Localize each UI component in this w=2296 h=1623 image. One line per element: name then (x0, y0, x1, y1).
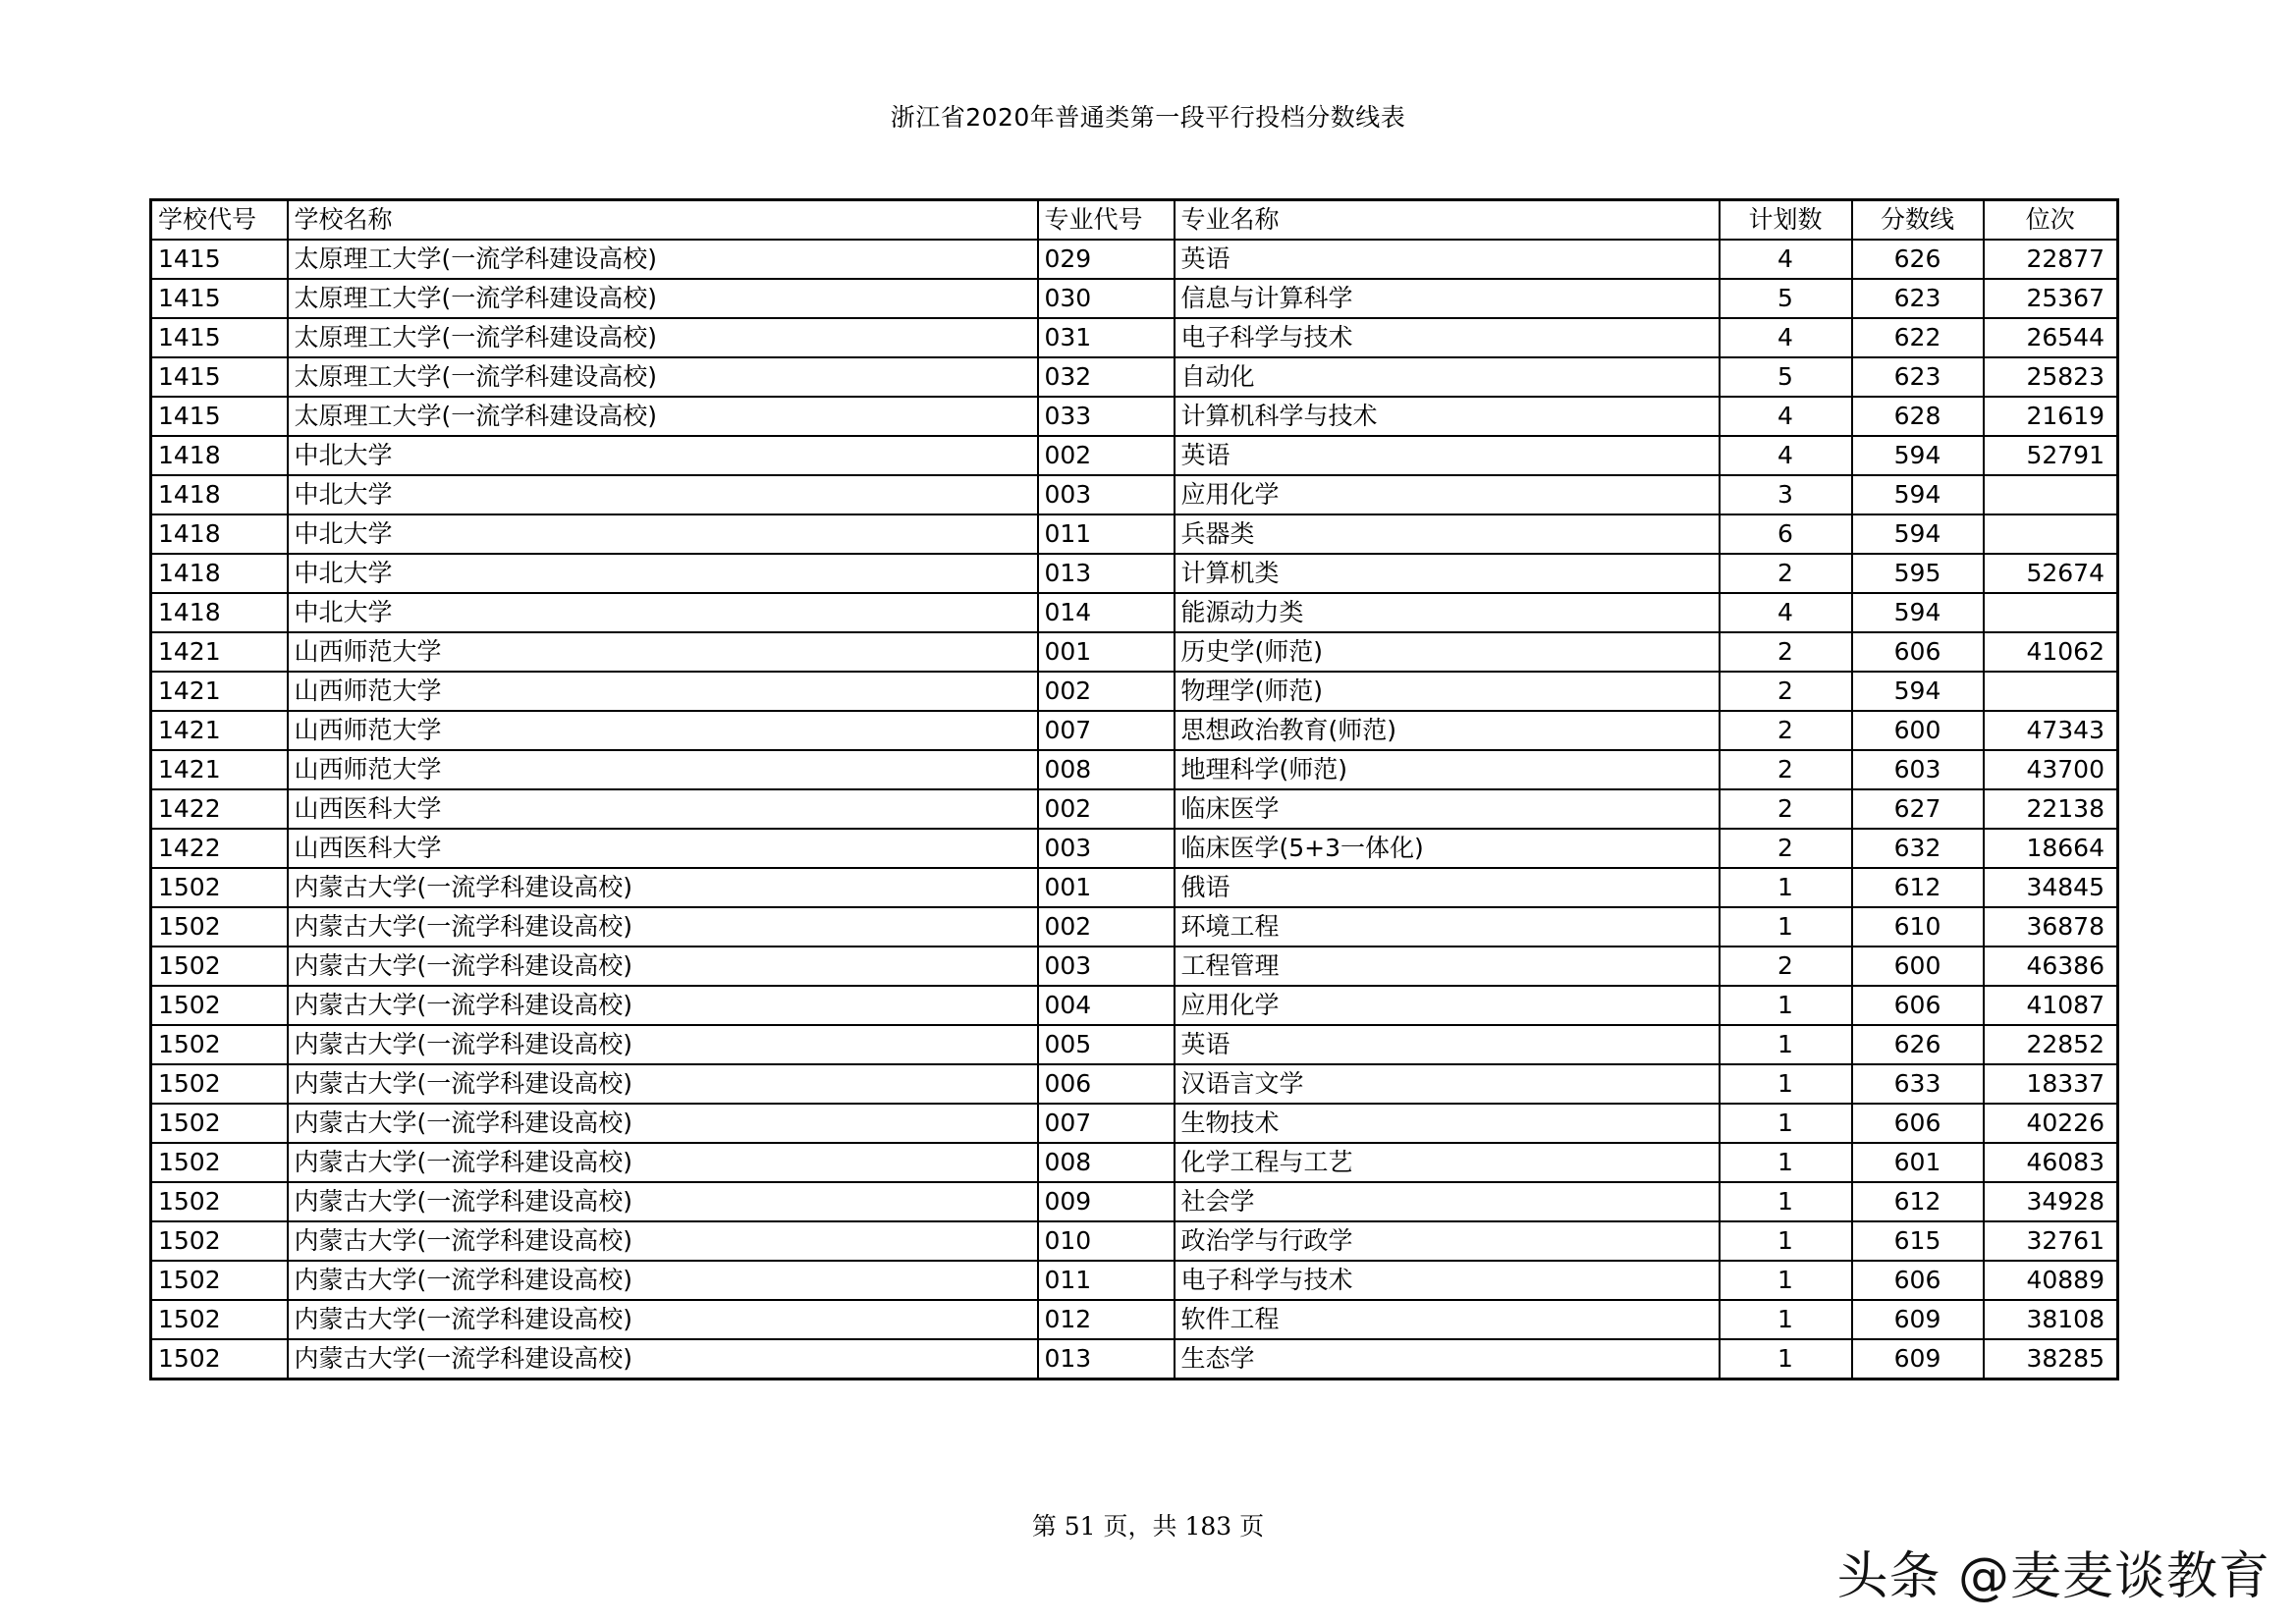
table-row (151, 632, 2118, 672)
score-line-cell: 600 (1852, 711, 1984, 750)
major-name-cell: 英语 (1175, 240, 1720, 279)
table-row (151, 1261, 2118, 1300)
score-line-cell: 609 (1852, 1339, 1984, 1380)
plan-count-cell: 1 (1720, 907, 1852, 947)
table-row (151, 1104, 2118, 1143)
major-code-cell: 008 (1038, 750, 1175, 789)
score-line-cell: 612 (1852, 1182, 1984, 1221)
major-name-cell: 历史学(师范) (1175, 632, 1720, 672)
major-name-cell: 计算机科学与技术 (1175, 397, 1720, 436)
school-code-cell: 1502 (151, 1143, 288, 1182)
score-line-cell: 603 (1852, 750, 1984, 789)
major-name-cell: 环境工程 (1175, 907, 1720, 947)
school-name-cell: 内蒙古大学(一流学科建设高校) (288, 907, 1038, 947)
major-name-cell: 政治学与行政学 (1175, 1221, 1720, 1261)
plan-count-cell: 4 (1720, 397, 1852, 436)
major-name-cell: 应用化学 (1175, 986, 1720, 1025)
school-name-cell: 内蒙古大学(一流学科建设高校) (288, 868, 1038, 907)
rank-cell: 25823 (1984, 357, 2118, 397)
score-line-cell: 594 (1852, 475, 1984, 514)
school-code-cell: 1421 (151, 632, 288, 672)
school-code-cell: 1418 (151, 514, 288, 554)
rank-cell: 22138 (1984, 789, 2118, 829)
major-code-cell: 007 (1038, 1104, 1175, 1143)
major-code-cell: 004 (1038, 986, 1175, 1025)
score-line-cell: 623 (1852, 279, 1984, 318)
score-line-cell: 615 (1852, 1221, 1984, 1261)
table-row (151, 672, 2118, 711)
score-line-cell: 622 (1852, 318, 1984, 357)
school-code-cell: 1422 (151, 789, 288, 829)
school-name-cell: 山西师范大学 (288, 672, 1038, 711)
major-name-cell: 应用化学 (1175, 475, 1720, 514)
major-code-cell: 008 (1038, 1143, 1175, 1182)
score-table (149, 198, 2119, 1380)
rank-cell: 26544 (1984, 318, 2118, 357)
header-school-name: 学校名称 (288, 200, 1038, 241)
school-code-cell: 1415 (151, 240, 288, 279)
major-code-cell: 031 (1038, 318, 1175, 357)
major-code-cell: 009 (1038, 1182, 1175, 1221)
major-code-cell: 010 (1038, 1221, 1175, 1261)
school-name-cell: 山西师范大学 (288, 750, 1038, 789)
major-name-cell: 临床医学 (1175, 789, 1720, 829)
table-row (151, 789, 2118, 829)
rank-cell: 18664 (1984, 829, 2118, 868)
major-name-cell: 物理学(师范) (1175, 672, 1720, 711)
school-name-cell: 内蒙古大学(一流学科建设高校) (288, 1064, 1038, 1104)
major-name-cell: 电子科学与技术 (1175, 1261, 1720, 1300)
major-name-cell: 自动化 (1175, 357, 1720, 397)
table-row (151, 1221, 2118, 1261)
plan-count-cell: 5 (1720, 357, 1852, 397)
score-line-cell: 633 (1852, 1064, 1984, 1104)
score-line-cell: 626 (1852, 1025, 1984, 1064)
table-row (151, 750, 2118, 789)
table-row (151, 711, 2118, 750)
major-code-cell: 032 (1038, 357, 1175, 397)
school-code-cell: 1418 (151, 593, 288, 632)
score-line-cell: 606 (1852, 1104, 1984, 1143)
table-row (151, 318, 2118, 357)
table-row (151, 475, 2118, 514)
plan-count-cell: 2 (1720, 829, 1852, 868)
score-line-cell: 600 (1852, 947, 1984, 986)
major-code-cell: 002 (1038, 907, 1175, 947)
school-name-cell: 中北大学 (288, 514, 1038, 554)
header-rank: 位次 (1984, 200, 2118, 241)
school-code-cell: 1415 (151, 357, 288, 397)
school-name-cell: 内蒙古大学(一流学科建设高校) (288, 1143, 1038, 1182)
major-name-cell: 社会学 (1175, 1182, 1720, 1221)
rank-cell: 41062 (1984, 632, 2118, 672)
major-name-cell: 信息与计算科学 (1175, 279, 1720, 318)
school-code-cell: 1502 (151, 986, 288, 1025)
score-line-cell: 632 (1852, 829, 1984, 868)
watermark: 头条 @麦麦谈教育 (1836, 1547, 2270, 1606)
plan-count-cell: 2 (1720, 711, 1852, 750)
score-line-cell: 626 (1852, 240, 1984, 279)
rank-cell (1984, 475, 2118, 514)
major-code-cell: 013 (1038, 1339, 1175, 1380)
table-row (151, 986, 2118, 1025)
score-line-cell: 594 (1852, 514, 1984, 554)
plan-count-cell: 1 (1720, 1221, 1852, 1261)
plan-count-cell: 4 (1720, 318, 1852, 357)
score-line-cell: 609 (1852, 1300, 1984, 1339)
major-code-cell: 005 (1038, 1025, 1175, 1064)
major-code-cell: 002 (1038, 436, 1175, 475)
header-plan-count: 计划数 (1720, 200, 1852, 241)
school-code-cell: 1502 (151, 1300, 288, 1339)
major-name-cell: 临床医学(5+3一体化) (1175, 829, 1720, 868)
score-line-cell: 594 (1852, 593, 1984, 632)
school-code-cell: 1421 (151, 672, 288, 711)
table-row (151, 868, 2118, 907)
major-name-cell: 思想政治教育(师范) (1175, 711, 1720, 750)
school-name-cell: 内蒙古大学(一流学科建设高校) (288, 1300, 1038, 1339)
major-name-cell: 汉语言文学 (1175, 1064, 1720, 1104)
major-name-cell: 英语 (1175, 1025, 1720, 1064)
major-name-cell: 工程管理 (1175, 947, 1720, 986)
major-code-cell: 011 (1038, 514, 1175, 554)
major-name-cell: 能源动力类 (1175, 593, 1720, 632)
score-line-cell: 601 (1852, 1143, 1984, 1182)
rank-cell: 34928 (1984, 1182, 2118, 1221)
major-code-cell: 002 (1038, 672, 1175, 711)
rank-cell: 40226 (1984, 1104, 2118, 1143)
table-row (151, 554, 2118, 593)
plan-count-cell: 2 (1720, 632, 1852, 672)
plan-count-cell: 4 (1720, 593, 1852, 632)
table-header-row (151, 200, 2118, 241)
plan-count-cell: 1 (1720, 1300, 1852, 1339)
major-code-cell: 014 (1038, 593, 1175, 632)
plan-count-cell: 1 (1720, 1025, 1852, 1064)
school-name-cell: 内蒙古大学(一流学科建设高校) (288, 1221, 1038, 1261)
score-line-cell: 606 (1852, 986, 1984, 1025)
header-score-line: 分数线 (1852, 200, 1984, 241)
school-name-cell: 中北大学 (288, 593, 1038, 632)
school-code-cell: 1502 (151, 1182, 288, 1221)
major-code-cell: 003 (1038, 947, 1175, 986)
score-line-cell: 595 (1852, 554, 1984, 593)
plan-count-cell: 1 (1720, 1339, 1852, 1380)
plan-count-cell: 1 (1720, 1104, 1852, 1143)
major-code-cell: 033 (1038, 397, 1175, 436)
table-row (151, 907, 2118, 947)
school-name-cell: 太原理工大学(一流学科建设高校) (288, 318, 1038, 357)
school-code-cell: 1418 (151, 554, 288, 593)
rank-cell: 52791 (1984, 436, 2118, 475)
plan-count-cell: 3 (1720, 475, 1852, 514)
plan-count-cell: 1 (1720, 1064, 1852, 1104)
page-number: 第 51 页，共 183 页 (1031, 1512, 1265, 1541)
school-name-cell: 中北大学 (288, 436, 1038, 475)
header-major-name: 专业名称 (1175, 200, 1720, 241)
school-code-cell: 1415 (151, 318, 288, 357)
school-code-cell: 1421 (151, 711, 288, 750)
school-name-cell: 内蒙古大学(一流学科建设高校) (288, 1339, 1038, 1380)
score-line-cell: 610 (1852, 907, 1984, 947)
rank-cell: 46083 (1984, 1143, 2118, 1182)
score-line-cell: 612 (1852, 868, 1984, 907)
plan-count-cell: 2 (1720, 789, 1852, 829)
plan-count-cell: 4 (1720, 240, 1852, 279)
rank-cell: 52674 (1984, 554, 2118, 593)
page-title: 浙江省2020年普通类第一段平行投档分数线表 (890, 103, 1406, 132)
rank-cell: 46386 (1984, 947, 2118, 986)
rank-cell: 21619 (1984, 397, 2118, 436)
school-code-cell: 1421 (151, 750, 288, 789)
school-name-cell: 内蒙古大学(一流学科建设高校) (288, 986, 1038, 1025)
major-name-cell: 俄语 (1175, 868, 1720, 907)
rank-cell: 22877 (1984, 240, 2118, 279)
plan-count-cell: 4 (1720, 436, 1852, 475)
plan-count-cell: 5 (1720, 279, 1852, 318)
table-row (151, 1182, 2118, 1221)
school-name-cell: 内蒙古大学(一流学科建设高校) (288, 1182, 1038, 1221)
major-code-cell: 011 (1038, 1261, 1175, 1300)
table-row (151, 1025, 2118, 1064)
table-row (151, 514, 2118, 554)
school-code-cell: 1418 (151, 436, 288, 475)
major-name-cell: 地理科学(师范) (1175, 750, 1720, 789)
score-line-cell: 594 (1852, 436, 1984, 475)
school-code-cell: 1415 (151, 397, 288, 436)
rank-cell: 47343 (1984, 711, 2118, 750)
school-name-cell: 中北大学 (288, 475, 1038, 514)
school-name-cell: 太原理工大学(一流学科建设高校) (288, 279, 1038, 318)
school-name-cell: 太原理工大学(一流学科建设高校) (288, 397, 1038, 436)
table-row (151, 1300, 2118, 1339)
school-name-cell: 内蒙古大学(一流学科建设高校) (288, 1025, 1038, 1064)
table-row (151, 1064, 2118, 1104)
table-row (151, 593, 2118, 632)
school-code-cell: 1502 (151, 868, 288, 907)
school-code-cell: 1502 (151, 1339, 288, 1380)
rank-cell: 22852 (1984, 1025, 2118, 1064)
plan-count-cell: 1 (1720, 1182, 1852, 1221)
table-row (151, 240, 2118, 279)
school-name-cell: 山西师范大学 (288, 711, 1038, 750)
rank-cell (1984, 593, 2118, 632)
major-name-cell: 兵器类 (1175, 514, 1720, 554)
school-name-cell: 太原理工大学(一流学科建设高校) (288, 240, 1038, 279)
rank-cell: 36878 (1984, 907, 2118, 947)
major-code-cell: 012 (1038, 1300, 1175, 1339)
major-name-cell: 化学工程与工艺 (1175, 1143, 1720, 1182)
plan-count-cell: 1 (1720, 986, 1852, 1025)
major-code-cell: 007 (1038, 711, 1175, 750)
major-code-cell: 029 (1038, 240, 1175, 279)
plan-count-cell: 2 (1720, 554, 1852, 593)
school-code-cell: 1502 (151, 1064, 288, 1104)
score-line-cell: 623 (1852, 357, 1984, 397)
school-code-cell: 1502 (151, 1025, 288, 1064)
score-line-cell: 594 (1852, 672, 1984, 711)
school-name-cell: 内蒙古大学(一流学科建设高校) (288, 947, 1038, 986)
score-line-cell: 628 (1852, 397, 1984, 436)
rank-cell: 38285 (1984, 1339, 2118, 1380)
school-name-cell: 内蒙古大学(一流学科建设高校) (288, 1104, 1038, 1143)
school-code-cell: 1502 (151, 1261, 288, 1300)
major-name-cell: 电子科学与技术 (1175, 318, 1720, 357)
school-name-cell: 内蒙古大学(一流学科建设高校) (288, 1261, 1038, 1300)
rank-cell: 41087 (1984, 986, 2118, 1025)
rank-cell: 38108 (1984, 1300, 2118, 1339)
table-row (151, 829, 2118, 868)
plan-count-cell: 6 (1720, 514, 1852, 554)
rank-cell: 34845 (1984, 868, 2118, 907)
major-name-cell: 英语 (1175, 436, 1720, 475)
school-code-cell: 1502 (151, 907, 288, 947)
rank-cell: 25367 (1984, 279, 2118, 318)
table-row (151, 436, 2118, 475)
major-name-cell: 软件工程 (1175, 1300, 1720, 1339)
major-code-cell: 003 (1038, 475, 1175, 514)
school-code-cell: 1502 (151, 1221, 288, 1261)
school-name-cell: 山西医科大学 (288, 829, 1038, 868)
score-line-cell: 606 (1852, 1261, 1984, 1300)
school-code-cell: 1502 (151, 1104, 288, 1143)
school-code-cell: 1502 (151, 947, 288, 986)
score-line-cell: 606 (1852, 632, 1984, 672)
score-line-cell: 627 (1852, 789, 1984, 829)
table-row (151, 947, 2118, 986)
table-row (151, 357, 2118, 397)
school-name-cell: 太原理工大学(一流学科建设高校) (288, 357, 1038, 397)
table-row (151, 1339, 2118, 1380)
plan-count-cell: 1 (1720, 1143, 1852, 1182)
rank-cell (1984, 672, 2118, 711)
rank-cell: 32761 (1984, 1221, 2118, 1261)
major-code-cell: 002 (1038, 789, 1175, 829)
school-code-cell: 1415 (151, 279, 288, 318)
rank-cell: 18337 (1984, 1064, 2118, 1104)
plan-count-cell: 1 (1720, 1261, 1852, 1300)
major-name-cell: 计算机类 (1175, 554, 1720, 593)
rank-cell: 40889 (1984, 1261, 2118, 1300)
table-row (151, 1143, 2118, 1182)
major-code-cell: 006 (1038, 1064, 1175, 1104)
major-code-cell: 003 (1038, 829, 1175, 868)
plan-count-cell: 2 (1720, 672, 1852, 711)
major-name-cell: 生态学 (1175, 1339, 1720, 1380)
school-name-cell: 中北大学 (288, 554, 1038, 593)
rank-cell: 43700 (1984, 750, 2118, 789)
header-school-code: 学校代号 (151, 200, 288, 241)
school-code-cell: 1422 (151, 829, 288, 868)
major-code-cell: 001 (1038, 632, 1175, 672)
major-code-cell: 001 (1038, 868, 1175, 907)
school-name-cell: 山西师范大学 (288, 632, 1038, 672)
school-name-cell: 山西医科大学 (288, 789, 1038, 829)
major-name-cell: 生物技术 (1175, 1104, 1720, 1143)
major-code-cell: 030 (1038, 279, 1175, 318)
plan-count-cell: 2 (1720, 750, 1852, 789)
school-code-cell: 1418 (151, 475, 288, 514)
rank-cell (1984, 514, 2118, 554)
plan-count-cell: 2 (1720, 947, 1852, 986)
table-row (151, 397, 2118, 436)
major-code-cell: 013 (1038, 554, 1175, 593)
plan-count-cell: 1 (1720, 868, 1852, 907)
header-major-code: 专业代号 (1038, 200, 1175, 241)
table-row (151, 279, 2118, 318)
